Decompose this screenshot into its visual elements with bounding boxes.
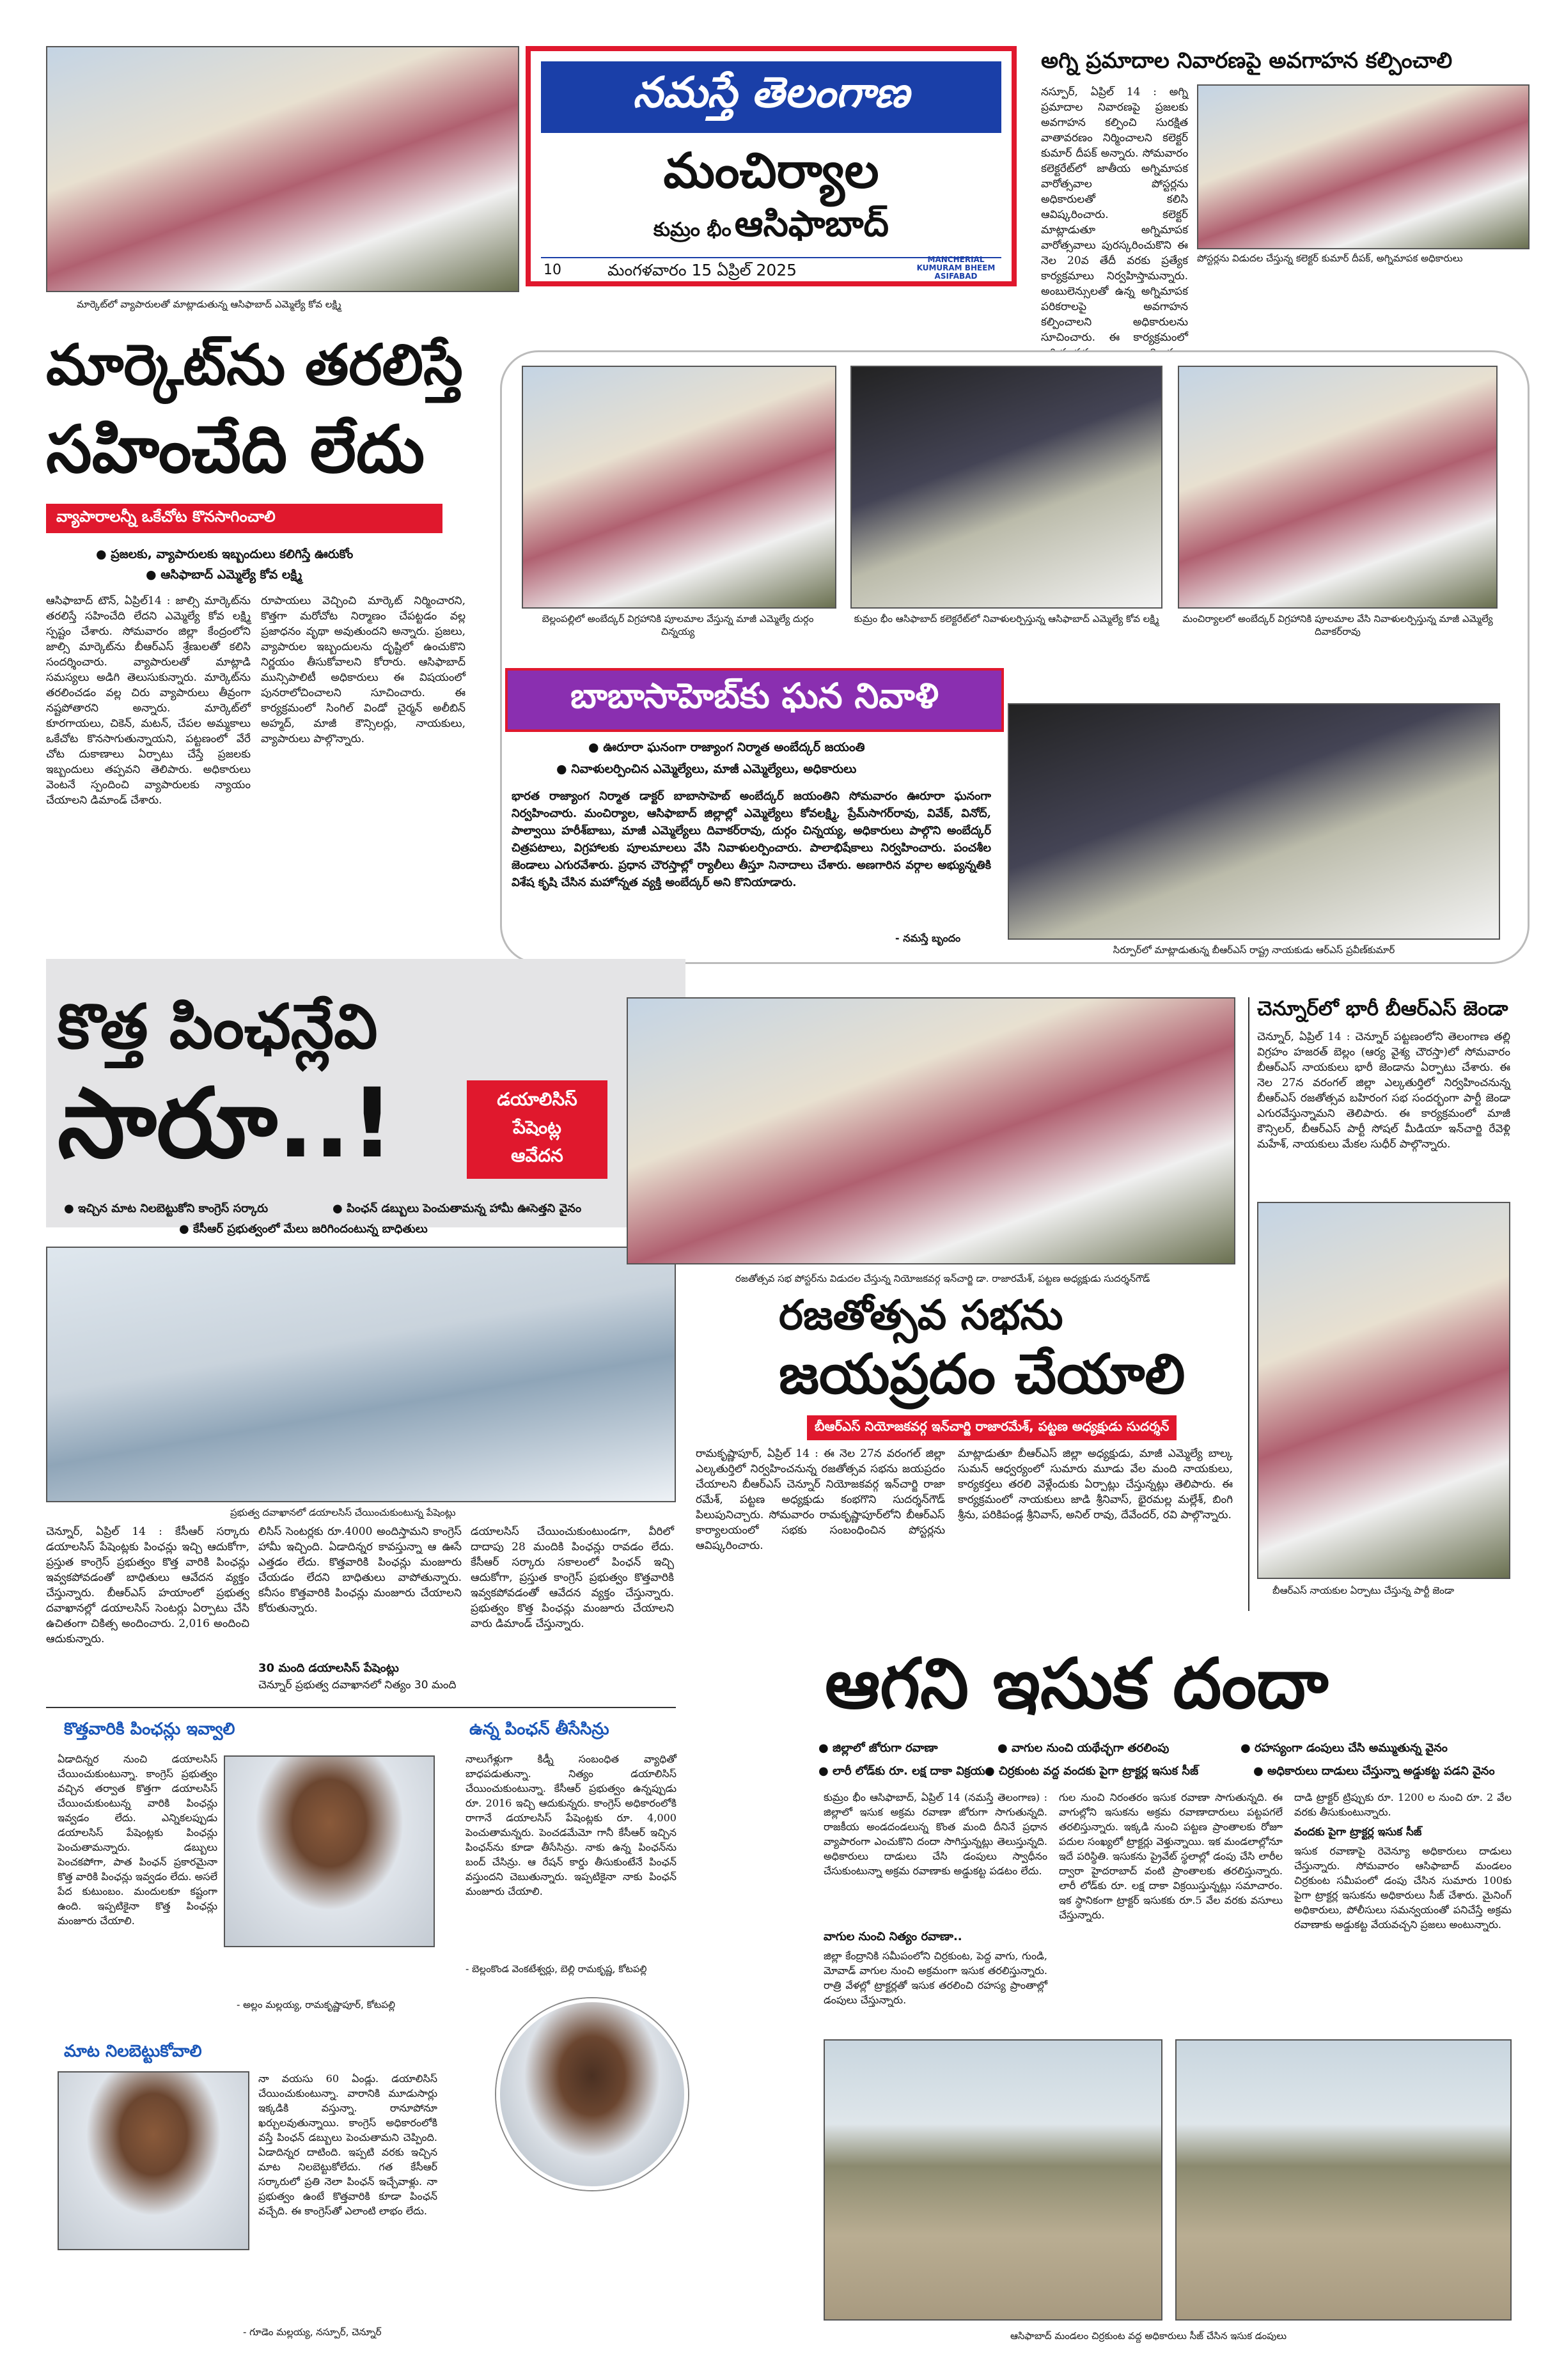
sand-bullet-5: ● చిర్రకుంట వద్ద వందకు పైగా ట్రాక్టర్ల ఇసుక సీజ్: [985, 1764, 1198, 1780]
sand-headline: ఆగని ఇసుక దందా: [825, 1644, 1329, 1724]
ambedkar-body: భారత రాజ్యాంగ నిర్మాత డాక్టర్ బాబాసాహెబ్ అంబేద్కర్ జయంతిని సోమవారం ఊరూరా ఘనంగా నిర్వహించారు. మంచిర్యాల, ఆసిఫాబాద్ జిల్లాల్లో ఎమ్మెల్యేలు కోవలక్ష్మి, ప్రేమ్‌సాగర్‌రావు, వివేక్, వినోద్, పాల్వాయి హరీశ్‌బాబు, మాజీ ఎమ్మెల్యేలు దివాకర్‌రావు, దుర్గం చిన్నయ్య, అధికారులు పాల్గొని అంబేద్కర్ చిత్రపటాలు, విగ్రహాలకు పూలమాలలు వేసి నివాళులర్పించారు. పాలాభిషేకాలు నిర్వహించారు. పంచశీల జెండాలు ఎగురవేశారు. ప్రధాన చౌరస్తాల్లో ర్యాలీలు తీస్తూ నినాదాలు చేశారు. అణగారిన వర్గాల అభ్యున్నతికి విశేష కృషి చేసిన మహోన్నత వ్యక్తి అంబేద్కర్ అని కొనియాడారు.: [512, 789, 991, 889]
sand-body-col3b: ఇసుక రవాణాపై రెవెన్యూ అధికారులు దాడులు చేస్తున్నారు. సోమవారం ఆసిఫాబాద్ మండలం చిర్రకుంట సమీపంలో డంపు చేసిన సుమారు 100కు పైగా ట్రాక్టర్ల ఇసుకను అధికారులు సీజ్ చేశారు. మైనింగ్ అధికారులు, పోలీసులు సమన్వయంతో పనిచేస్తే అక్రమ రవాణాకు అడ్డుకట్ట వేయవచ్చని ప్రజలు అంటున్నారు.: [1294, 1845, 1512, 1931]
sidebar2-byline: - గూడెం మల్లయ్య, నస్పూర్, చెన్నూర్: [243, 2326, 382, 2338]
ambedkar-photo-3: [1178, 366, 1498, 609]
pension-bullet-1: ● ఇచ్చిన మాట నిలబెట్టుకోని కాంగ్రెస్ సర్కారు: [64, 1202, 268, 1218]
masthead-district2-small: కుమ్రం భీం: [653, 219, 732, 241]
masthead-en-1: MANCHERIAL: [927, 255, 985, 264]
pension-headline-2: సారూ..!: [58, 1068, 395, 1179]
sidebar2-photo: [58, 2071, 249, 2250]
sand-bullet-6: ● అధికారులు దాడులు చేస్తున్నా అడ్డుకట్ట పడని వైనం: [1253, 1764, 1495, 1780]
sand-bullet-3: ● రహస్యంగా డంపులు చేసి అమ్ముతున్న వైనం: [1240, 1741, 1448, 1757]
fire-poster-photo: [1197, 84, 1530, 249]
ambedkar-photo-1: [522, 366, 836, 609]
market-headline-2: సహించేది లేదు: [46, 412, 425, 488]
masthead-en: [908, 256, 1004, 281]
sand-photo-caption: ఆసిఫాబాద్ మండలం చిర్రకుంట వద్ద అధికారులు సీజ్ చేసిన ఇసుక డంపులు: [1010, 2330, 1287, 2342]
sand-subtitle-2: వందకు పైగా ట్రాక్టర్ల ఇసుక సీజ్: [1294, 1826, 1422, 1839]
market-subhead: వ్యాపారాలన్నీ ఒకేచోట కొనసాగించాలి: [46, 504, 442, 533]
sand-body-col1b: జిల్లా కేంద్రానికి సమీపంలోని చిర్రకుంట, పెద్ద వాగు, గుండి, మోవాడ్ వాగుల నుంచి అక్రమంగా ఇసుక తరలిస్తున్నారు. రాత్రి వేళల్లో ట్రాక్టర్లతో ఇసుక తరలించి రహస్య ప్రాంతాల్లో డంపులు చేస్తున్నారు.: [824, 1950, 1047, 2006]
market-bullet-2: ● ఆసిఫాబాద్ ఎమ్మెల్యే కోవ లక్ష్మి: [146, 568, 302, 585]
ambedkar-caption-3: మంచిర్యాలలో అంబేద్కర్ విగ్రహానికి పూలమాల వేసి నివాళులర్పిస్తున్న మాజీ ఎమ్మెల్యే దివాకర్‌రావు: [1182, 613, 1493, 637]
masthead-brand: నమస్తే తెలంగాణ: [632, 67, 910, 117]
pension-bullet-2: ● పింఛన్ డబ్బులు పెంచుతామన్న హామీ ఊసెత్తని వైనం: [333, 1202, 581, 1218]
market-body-col1: ఆసిఫాబాద్ టౌన్, ఏప్రిల్14 : జాల్సి మార్కెట్‌ను తరలిస్తే సహించేది లేదని ఎమ్మెల్యే కోవ లక్ష్మి స్పష్టం చేశారు. సోమవారం జిల్లా కేంద్రంలోని జాల్సి మార్కెట్‌ను బీఆర్ఎస్ శ్రేణులతో కలిసి సందర్శించారు. వ్యాపారులతో మాట్లాడి సమస్యలు అడిగి తెలుసుకున్నారు. మార్కెట్‌ను తరలించడం వల్ల చిరు వ్యాపారులు తీవ్రంగా నష్టపోతారని అన్నారు. మార్కెట్‌లో కూరగాయలు, చికెన్, మటన్, చేపల అమ్మకాలు ఒకేచోట కొనసాగుతున్నాయని, పట్టణంలో వేరే చోట దుకాణాలు ఏర్పాటు చేస్తే ప్రజలకు ఇబ్బందులు తప్పవని తెలిపారు. అధికారులు వెంటనే స్పందించి వ్యాపారులకు న్యాయం చేయాలని డిమాండ్ చేశారు.: [46, 595, 251, 807]
sidebar3-photo-circle: [496, 1998, 688, 2190]
rajatotsava-subhead: బీఆర్ఎస్ నియోజకవర్గ ఇన్‌చార్జి రాజారమేశ్, పట్టణ అధ్యక్షుడు సుదర్శన్: [807, 1415, 1177, 1440]
pension-tag-3: ఆవేదన: [511, 1145, 563, 1166]
pension-body-col3: డయాలసిస్ చేయించుకుంటుండగా, వీరిలో దాదాపు 28 మందికి పింఛన్లు రావడం లేదు. కేసీఆర్ సర్కారు సకాలంలో పింఛన్ ఇచ్చి ఆదుకోగా, ప్రస్తుత కాంగ్రెస్ ప్రభుత్వం కొత్తవారికి ఇవ్వకపోవడంతో ఆవేదన వ్యక్తం చేస్తున్నారు. ప్రభుత్వం కొత్త పింఛన్లు మంజూరు చేయాలని వారు డిమాండ్ చేస్తున్నారు.: [471, 1525, 674, 1630]
rajatotsava-body-col2: మాట్లాడుతూ బీఆర్ఎస్ జిల్లా అధ్యక్షుడు, మాజీ ఎమ్మెల్యే బాల్క సుమన్ ఆధ్వర్యంలో సుమారు మూడు వేల మంది నాయకులు, కార్యకర్తలు తరలి వెళ్లేందుకు ఏర్పాట్లు చేస్తున్నట్లు తెలిపారు. ఈ కార్యక్రమంలో నాయకులు జాడి శ్రీనివాస్, భైరమల్ల మల్లేశ్, బింగి శ్రీను, పరికిపండ్ల శ్రీనివాస్, అనిల్ రావు, దేవేందర్, రవి పాల్గొన్నారు.: [958, 1447, 1233, 1521]
rajatotsava-headline-2: జయప్రదం చేయాలి: [779, 1342, 1185, 1406]
masthead: [526, 46, 1017, 286]
ambedkar-photo-2: [850, 366, 1162, 609]
ambedkar-caption-4: సిర్పూర్‌లో మాట్లాడుతున్న బీఆర్ఎస్ రాష్ట్ర నాయకుడు ఆర్ఎస్ ప్రవీణ్‌కుమార్: [1113, 944, 1395, 956]
pension-tag: [467, 1080, 607, 1179]
ambedkar-caption-1: బెల్లంపల్లిలో అంబేద్కర్ విగ్రహానికి పూలమాల వేస్తున్న మాజీ ఎమ్మెల్యే దుర్గం చిన్నయ్య: [542, 613, 814, 637]
ambedkar-byline: - నమస్తే బృందం: [895, 932, 961, 944]
chennur-divider: [1248, 997, 1249, 1611]
masthead-district2: [531, 203, 1012, 254]
pension-divider: [46, 1707, 676, 1708]
rajatotsava-photo: [627, 997, 1235, 1264]
pension-bold-line-1: 30 మంది డయాలసిస్ పేషెంట్లు: [258, 1661, 399, 1675]
sand-body-col3: దాడి ట్రాక్టర్ ట్రిప్పుకు రూ. 1200 ల నుంచి రూ. 2 వేల వరకు తీసుకుంటున్నారు.: [1294, 1791, 1512, 1818]
masthead-brand-band: [541, 61, 1001, 133]
pension-body-col1: చెన్నూర్, ఏప్రిల్ 14 : కేసీఆర్ సర్కారు డయాలసిస్ పేషెంట్లకు పింఛన్లు ఇచ్చి ఆదుకోగా, ప్రస్తుత కాంగ్రెస్ ప్రభుత్వం కొత్త వారికి పింఛన్లు ఇవ్వకపోవడంతో బాధితులు ఆవేదన వ్యక్తం చేస్తున్నారు. బీఆర్ఎస్ హయాంలో ప్రభుత్వ దవాఖానల్లో డయాలసిస్ సెంటర్లు ఏర్పాటు చేసి ఉచితంగా చికిత్స అందించారు. 2,016 అందించి ఆదుకున్నారు.: [46, 1525, 249, 1645]
masthead-en-2: KUMURAM BHEEM: [916, 263, 996, 272]
sidebar1-photo: [224, 1755, 435, 1947]
rajatotsava-body-col1: రామకృష్ణాపూర్, ఏప్రిల్ 14 : ఈ నెల 27న వరంగల్ జిల్లా ఎల్కతుర్తిలో నిర్వహించనున్న రజతోత్సవ సభను జయప్రదం చేయాలని బీఆర్ఎస్ చెన్నూర్ నియోజకవర్గ ఇన్‌చార్జి రాజా రమేశ్, పట్టణ అధ్యక్షుడు కంభగొని సుదర్శన్‌గౌడ్ పిలుపునిచ్చారు. సోమవారం రామకృష్ణాపూర్‌లోని బీఆర్ఎస్ కార్యాలయంలో సభకు సంబంధించిన పోస్టర్లను ఆవిష్కరించారు.: [696, 1447, 945, 1552]
market-visit-caption: మార్కెట్‌లో వ్యాపారులతో మాట్లాడుతున్న ఆసిఫాబాద్ ఎమ్మెల్యే కోవ లక్ష్మి: [77, 299, 341, 310]
chennur-caption: బీఆర్ఎస్ నాయకుల ఏర్పాటు చేస్తున్న పార్టీ జెండా: [1272, 1585, 1455, 1596]
chennur-headline: చెన్నూర్‌లో భారీ బీఆర్ఎస్ జెండా: [1257, 997, 1508, 1020]
sand-bullet-4: ● లారీ లోడ్‌కు రూ. లక్ష దాకా విక్రయం: [818, 1764, 991, 1780]
fire-headline: అగ్ని ప్రమాదాల నివారణపై అవగాహన కల్పించాలి: [1041, 48, 1453, 74]
sand-bullet-2: ● వాగుల నుంచి యథేచ్ఛగా తరలింపు: [998, 1741, 1169, 1757]
ambedkar-headline-band: [505, 668, 1004, 732]
masthead-en-3: ASIFABAD: [934, 272, 978, 281]
market-bullet-1: ● ప్రజలకు, వ్యాపారులకు ఇబ్బందులు కలిగిస్తే ఊరుకోం: [96, 547, 353, 564]
sidebar1-headline: కొత్తవారికి పింఛన్లు ఇవ్వాలి: [64, 1720, 235, 1739]
masthead-district2-big: ఆసిఫాబాద్: [734, 203, 889, 245]
rajatotsava-headline-1: రజతోత్సవ సభను: [779, 1292, 1063, 1339]
fire-body: నస్పూర్, ఏప్రిల్ 14 : అగ్ని ప్రమాదాల నివారణపై ప్రజలకు అవగాహన కల్పించి సురక్షిత వాతావరణం నిర్మించాలని కలెక్టర్ కుమార్ దీపక్ అన్నారు. సోమవారం కలెక్టరేట్‌లో జాతీయ అగ్నిమాపక వారోత్సవాల పోస్టర్లను అధికారులతో కలిసి ఆవిష్కరించారు. కలెక్టర్ మాట్లాడుతూ అగ్నిమాపక వారోత్సవాలు పురస్కరించుకొని ఈ నెల 20వ తేదీ వరకు ప్రత్యేక కార్యక్రమాలు నిర్వహిస్తామన్నారు. అంబులెన్సులతో ఉన్న అగ్నిమాపక పరికరాలపై అవగాహన కల్పించాలని అధికారులను సూచించారు. ఈ కార్యక్రమంలో: [1041, 86, 1188, 344]
ambedkar-bullet-2: ● నివాళులర్పించిన ఎమ్మెల్యేలు, మాజీ ఎమ్మెల్యేలు, అధికారులు: [556, 762, 856, 779]
sidebar1-byline: - అల్లం మల్లయ్య, రామకృష్ణాపూర్, కోటపల్లి: [237, 1999, 395, 2011]
sand-body-col2: గుల నుంచి నిరంతరం ఇసుక రవాణా సాగుతున్నది. ఈ వాగుల్లోని ఇసుకను అక్రమ రవాణాదారులు పట్టపగలే తరలిస్తున్నారు. ఇక్కడి నుంచి పట్టణ ప్రాంతాలకు రోజూ పదుల సంఖ్యలో ట్రాక్టర్లు వెళ్తున్నాయి. ఇక మండలాల్లోనూ ఇదే పరిస్థితి. ఇసుకను ప్రైవేట్ స్థలాల్లో డంపు చేసి లారీల ద్వారా హైదరాబాద్ వంటి ప్రాంతాలకు తరలిస్తున్నారు. లారీ లోడ్‌కు రూ. లక్ష దాకా విక్రయిస్తున్నట్లు సమాచారం. ఇక స్థానికంగా ట్రాక్టర్ ఇసుకకు రూ.5 వేల వరకు వసూలు చేస్తున్నారు.: [1059, 1791, 1283, 1921]
ambedkar-headline: బాబాసాహెబ్‌కు ఘన నివాళి: [570, 675, 939, 716]
ambedkar-caption-2: కుమ్రం భీం ఆసిఫాబాద్ కలెక్టరేట్‌లో నివాళులర్పిస్తున్న ఆసిఫాబాద్ ఎమ్మెల్యే కోవ లక్ష్మి: [854, 613, 1159, 625]
pension-tag-1: డయాలిసిస్: [497, 1089, 577, 1110]
market-body-col2: రూపాయలు వెచ్చించి మార్కెట్ నిర్మించారని, కొత్తగా మరోచోట నిర్మాణం చేపట్టడం వల్ల ప్రజాధనం వృథా అవుతుందని అన్నారు. ప్రజలు, వ్యాపారుల ఇబ్బందులను దృష్టిలో ఉంచుకొని నిర్ణయం తీసుకోవాలని కోరారు. ఆసిఫాబాద్ మున్సిపాలిటీ అధికారులు ఈ విషయంలో పునరాలోచించాలని సూచించారు. ఈ కార్యక్రమంలో సింగిల్ విండో చైర్మన్ అలీబిన్ అహ్మద్, మాజీ కౌన్సిలర్లు, నాయకులు, వ్యాపారులు పాల్గొన్నారు.: [261, 595, 466, 745]
sidebar2-headline: మాట నిలబెట్టుకోవాలి: [64, 2042, 202, 2061]
masthead-district: మంచిర్యాల: [663, 142, 879, 199]
page-number: 10: [544, 262, 561, 278]
sand-body-col1: కుమ్రం భీం ఆసిఫాబాద్, ఏప్రిల్ 14 (నమస్తే తెలంగాణ) : జిల్లాలో ఇసుక అక్రమ రవాణా జోరుగా సాగుతున్నది. రాజకీయ అండదండలున్న కొంత మంది దీనినే ప్రధాన వ్యాపారంగా ఎంచుకొని దందా సాగిస్తున్నట్లు తెలుస్తున్నది. అధికారులు దాడులు చేసి డంపులు స్వాధీనం చేసుకుంటున్నా అక్రమ రవాణాకు అడ్డుకట్ట పడటం లేదు.: [824, 1791, 1047, 1877]
sidebar3-byline: - బెల్లంకొండ వెంకటేశ్వర్లు, బెల్లి రామకృష్ణ, కోటపల్లి: [466, 1963, 647, 1975]
rajatotsava-photo-caption: రజతోత్సవ సభ పోస్టర్‌ను విడుదల చేస్తున్న నియోజకవర్గ ఇన్‌చార్జి డా. రాజారమేశ్, పట్టణ అధ్యక్షుడు సుదర్శన్‌గౌడ్: [735, 1273, 1150, 1284]
pension-headline-1: కొత్త పింఛన్లేవి: [58, 991, 378, 1062]
sidebar1-body: ఏడాదిన్నర నుంచి డయాలసిస్ చేయించుకుంటున్నా. కాంగ్రెస్ ప్రభుత్వం వచ్చిన తర్వాత కొత్తగా డయాలసిస్ చేయించుకుంటున్న వారికి పింఛన్లు ఇవ్వడం లేదు. ఎన్నికలప్పుడు డయాలసిస్ పేషెంట్లకు పింఛన్లు పెంచుతామన్నారు. డబ్బులు పెంచకపోగా, పాత పింఛన్ ప్రకారమైనా కొత్త వారికి పింఛన్లు ఇవ్వడం లేదు. అసలే పేద కుటుంబం. మందులకూ కష్టంగా ఉంది. ఇప్పటికైనా కొత్త పింఛన్లు మంజూరు చేయాలి.: [58, 1753, 217, 1927]
dialysis-photo-caption: ప్రభుత్వ దవాఖానలో డయాలసిస్ చేయించుకుంటున్న పేషెంట్లు: [230, 1507, 456, 1518]
sidebar2-body: నా వయసు 60 ఏండ్లు. డయాలిసిస్ చేయించుకుంటున్నా. వారానికి మూడుసార్లు ఇక్కడికి వస్తున్నా. రానూపోనూ ఖర్చులవుతున్నాయి. కాంగ్రెస్ అధికారంలోకి వస్తే పింఛన్ డబ్బులు పెంచుతామని చెప్పింది. ఏడాదిన్నర దాటింది. ఇప్పటి వరకు ఇచ్చిన మాట నిలబెట్టుకోలేదు. గత కేసీఆర్ సర్కారులో ప్రతి నెలా పింఛన్ ఇచ్చేవాళ్లు. నా ప్రభుత్వం ఉంటే కొత్తవారికి కూడా పింఛన్ వచ్చేది. ఈ కాంగ్రెస్‌తో ఎలాంటి లాభం లేదు.: [258, 2073, 437, 2217]
chennur-flag-photo: [1257, 1202, 1510, 1579]
pension-bullet-3: ● కేసీఆర్ ప్రభుత్వంలో మేలు జరిగిందంటున్న బాధితులు: [179, 1222, 428, 1238]
ambedkar-photo-4: [1008, 703, 1500, 940]
sidebar3-headline: ఉన్న పింఛన్ తీసేసిన్రు: [469, 1720, 609, 1739]
fire-caption: పోస్టర్లను విడుదల చేస్తున్న కలెక్టర్ కుమార్ దీపక్, అగ్నిమాపక అధికారులు: [1197, 253, 1463, 264]
market-headline-1: మార్కెట్‌ను తరలిస్తే: [46, 332, 463, 398]
sand-dump-photo-2: [1175, 2039, 1512, 2321]
pension-bold-line-2: చెన్నూర్ ప్రభుత్వ దవాఖానలో నిత్యం 30 మంది: [258, 1679, 457, 1692]
pension-body-col2: లిసిస్ సెంటర్లకు రూ.4000 అందిస్తామని కాంగ్రెస్ హామీ ఇచ్చింది. ఏడాదిన్నర కావస్తున్నా ఆ ఊసే ఎత్తడం లేదు. కొత్తవారికి పింఛన్లు మంజూరు చేయడం లేదని బాధితులు వాపోతున్నారు. కనీసం కొత్తవారికి పింఛన్లు మంజూరు చేయాలని కోరుతున్నారు.: [258, 1525, 462, 1615]
sidebar3-body: నాలుగేళ్లుగా కిడ్నీ సంబంధిత వ్యాధితో బాధపడుతున్నా. నిత్యం డయాలిసిస్ చేయించుకుంటున్నా. కేసీఆర్ ప్రభుత్వం ఉన్నప్పుడు రూ. 2016 ఇచ్చి ఆదుకున్నరు. కాంగ్రెస్ అధికారంలోకి రాగానే డయాలసిస్ పేషెంట్లకు రూ. 4,000 పెంచుతామన్నరు. పెంచడమేమో గానీ కేసీఆర్ ఇచ్చిన పింఛన్‌ను కూడా తీసేసిన్రు. నాకు ఉన్న పింఛన్‌ను బంద్ చేసిన్రు. ఆ రేషన్ కార్డు తీసుకుంటేనే పింఛన్ వస్తుందని చెబుతున్నారు. ఇప్పటికైనా నాకు పింఛన్ మంజూరు చేయాలి.: [466, 1753, 677, 1897]
sand-bullet-1: ● జిల్లాలో జోరుగా రవాణా: [818, 1741, 938, 1757]
sand-subtitle-1: వాగుల నుంచి నిత్యం రవాణా..: [824, 1930, 962, 1943]
dialysis-ward-photo: [46, 1247, 676, 1502]
market-visit-photo: [46, 46, 519, 292]
sand-dump-photo-1: [824, 2039, 1162, 2321]
masthead-date: మంగళవారం 15 ఏప్రిల్ 2025: [607, 261, 797, 279]
pension-tag-2: పేషెంట్ల: [513, 1117, 561, 1138]
ambedkar-bullet-1: ● ఊరూరా ఘనంగా రాజ్యాంగ నిర్మాత అంబేద్కర్ జయంతి: [588, 740, 865, 758]
chennur-body: చెన్నూర్, ఏప్రిల్ 14 : చెన్నూర్ పట్టణంలోని తెలంగాణ తల్లి విగ్రహం హజరత్ బెల్లం (ఆర్య వైశ్య చౌరస్తా)లో సోమవారం బీఆర్ఎస్ నాయకులు భారీ జెండాను ఏర్పాటు చేశారు. ఈ నెల 27న వరంగల్ జిల్లా ఎల్కతుర్తిలో నిర్వహించనున్న బీఆర్ఎస్ రజతోత్సవ బహిరంగ సభ సందర్భంగా పార్టీ జెండా ఎగురవేస్తున్నామని తెలిపారు. ఈ కార్యక్రమంలో మాజీ కౌన్సిలర్, బీఆర్ఎస్ పార్టీ సోషల్ మీడియా ఇన్‌చార్జి రేవెళ్లి మహేశ్, నాయకులు మేకల సుధీర్ పాల్గొన్నారు.: [1257, 1031, 1510, 1151]
